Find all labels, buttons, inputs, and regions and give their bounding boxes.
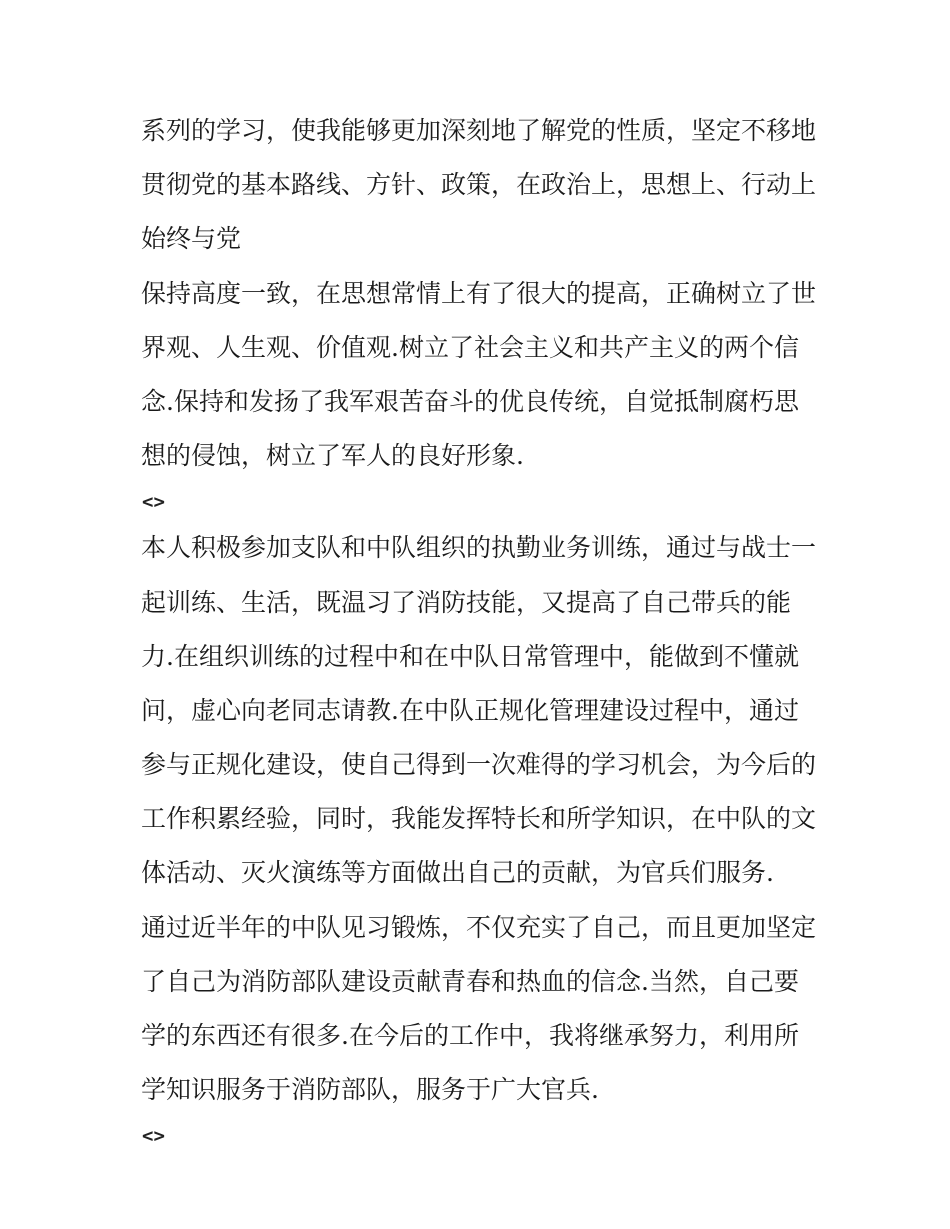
text-line: 系列的学习，使我能够更加深刻地了解党的性质，坚定不移地 bbox=[141, 116, 817, 145]
text-line: 了自己为消防部队建设贡献青春和热血的信念.当然，自己要 bbox=[141, 966, 799, 996]
text-line: 问，虚心向老同志请教.在中队正规化管理建设过程中，通过 bbox=[141, 695, 799, 725]
text-line: 体活动、灭火演练等方面做出自己的贡献，为官兵们服务. bbox=[141, 858, 774, 888]
text-line: 通过近半年的中队见习锻炼，不仅充实了自己，而且更加坚定 bbox=[141, 912, 817, 942]
text-line: 参与正规化建设，使自己得到一次难得的学习机会，为今后的 bbox=[141, 750, 817, 780]
text-line: 想的侵蚀，树立了军人的良好形象. bbox=[141, 441, 524, 471]
text-line: 贯彻党的基本路线、方针、政策，在政治上，思想上、行动上 bbox=[141, 170, 817, 200]
text-line: 本人积极参加支队和中队组织的执勤业务训练，通过与战士一 bbox=[141, 533, 817, 563]
text-line: 学的东西还有很多.在今后的工作中，我将继承努力，利用所 bbox=[141, 1021, 799, 1050]
text-line: 学知识服务于消防部队，服务于广大官兵. bbox=[141, 1075, 599, 1105]
text-line: 界观、人生观、价值观.树立了社会主义和共产主义的两个信 bbox=[141, 332, 799, 362]
section-marker: <> bbox=[142, 1125, 165, 1148]
text-line: 念.保持和发扬了我军艰苦奋斗的优良传统，自觉抵制腐朽思 bbox=[141, 386, 799, 416]
text-line: 工作积累经验，同时，我能发挥特长和所学知识，在中队的文 bbox=[141, 804, 817, 834]
section-marker: <> bbox=[142, 491, 165, 514]
text-line: 力.在组织训练的过程中和在中队日常管理中，能做到不懂就 bbox=[141, 641, 799, 671]
text-line: 保持高度一致，在思想常情上有了很大的提高，正确树立了世 bbox=[141, 278, 817, 308]
text-line: 始终与党 bbox=[141, 224, 242, 254]
document-body bbox=[141, 104, 831, 1155]
text-line: 起训练、生活，既温习了消防技能，又提高了自己带兵的能 bbox=[141, 587, 792, 617]
